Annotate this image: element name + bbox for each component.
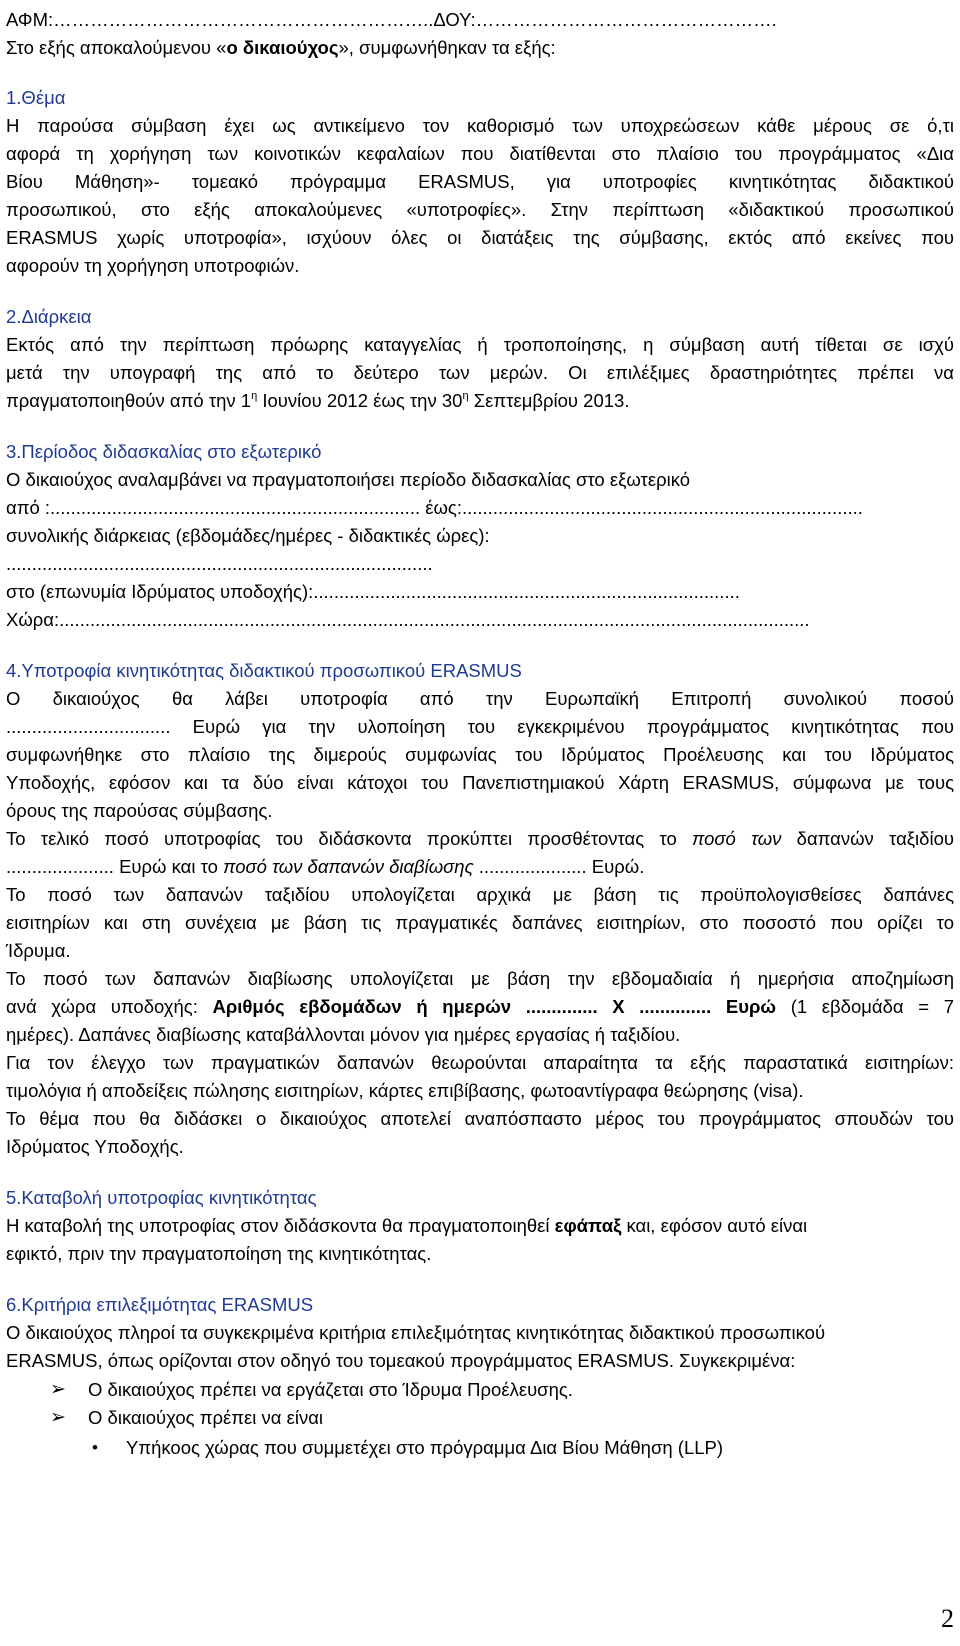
section-2-dates-line: [6, 387, 629, 415]
section-3-title: 3.Περίοδος διδασκαλίας στο εξωτερικό: [6, 441, 322, 462]
section-4-line: Ο δικαιούχος θα λάβει υποτροφία από την Ευρωπαϊκή Επιτροπή συνολικού ποσού: [6, 688, 954, 709]
intro-pre: Στο εξής αποκαλούμενου «: [6, 37, 227, 58]
criteria-item-text: Ο δικαιούχος πρέπει να εργάζεται στο Ίδρυμα Προέλευσης.: [88, 1379, 573, 1400]
section-1-line: αφορούν τη χορήγηση υποτροφιών.: [6, 255, 300, 276]
section-1-title: 1.Θέμα: [6, 87, 66, 108]
section-5-line: εφικτό, πριν την πραγματοποίηση της κινητικότητας.: [6, 1243, 432, 1264]
section-4-title: 4.Υποτροφία κινητικότητας διδακτικού προσωπικού ERASMUS: [6, 660, 522, 681]
section-3-country-line: Χώρα:..................................................................................................................................................: [6, 609, 810, 630]
page-number: 2: [941, 1604, 954, 1633]
section-6-line: Ο δικαιούχος πληροί τα συγκεκριμένα κριτήρια επιλεξιμότητας κινητικότητας διδακτικού προσωπικού: [6, 1322, 826, 1343]
criteria-item: [6, 1404, 954, 1432]
section-4-line: Το ποσό των δαπανών διαβίωσης υπολογίζεται με βάση την εβδομαδιαία ή ημερήσια αποζημίωση: [6, 968, 954, 989]
section-1-line: ERASMUS χωρίς υποτροφία», ισχύουν όλες οι διατάξεις της σύμβασης, εκτός από εκείνες που: [6, 227, 954, 248]
section-4-line: ημέρες). Δαπάνες διαβίωσης καταβάλλονται μόνον για ημέρες εργασίας ή ταξιδίου.: [6, 1024, 681, 1045]
text-run: ..................... Ευρώ.: [473, 856, 645, 877]
dates-text-a: πραγματοποιηθούν από την 1: [6, 390, 252, 411]
section-1-line: Η παρούσα σύμβαση έχει ως αντικείμενο τον καθορισμό των υποχρεώσεων κάθε μέρους σε ό,τι: [6, 115, 954, 136]
text-run: (1 εβδομάδα = 7: [776, 996, 954, 1017]
bullet-icon: •: [92, 1438, 98, 1457]
section-4-line: όρους της παρούσας σύμβασης.: [6, 800, 273, 821]
section-4-line: [6, 993, 954, 1021]
section-4-line: Το θέμα που θα διδάσκει ο δικαιούχος αποτελεί αναπόσπαστο μέρος του προγράμματος σπουδών του: [6, 1108, 954, 1129]
section-5-title: 5.Καταβολή υποτροφίας κινητικότητας: [6, 1187, 317, 1208]
section-4-line: ................................ Ευρώ για την υλοποίηση του εγκεκριμένου προγράμματος κινητικότητας που: [6, 716, 954, 737]
text-run: δαπανών ταξιδίου: [781, 828, 954, 849]
italic-run: ποσό των δαπανών διαβίωσης: [223, 856, 474, 877]
section-4-line: συμφωνήθηκε στο πλαίσιο της διμερούς συμφωνίας του Ιδρύματος Προέλευσης και του Ιδρύματος: [6, 744, 954, 765]
text-run: Το τελικό ποσό υποτροφίας του διδάσκοντα προκύπτει προσθέτοντας το: [6, 828, 692, 849]
section-4-line: Για τον έλεγχο των πραγματικών δαπανών θεωρούνται απαραίτητα τα εξής παραστατικά εισιτηρίων:: [6, 1052, 954, 1073]
bold-run: Αριθμός εβδομάδων ή ημερών .............. Χ .............. Ευρώ: [212, 996, 777, 1017]
section-2-label: Διάρκεια: [21, 306, 92, 327]
section-2-line: Εκτός από την περίπτωση πρόωρης καταγγελίας ή τροποποίησης, η σύμβαση αυτή τίθεται σε ισχύ: [6, 334, 954, 355]
dates-text-b: Ιουνίου 2012 έως την 30: [257, 390, 463, 411]
section-2-title: [6, 303, 91, 331]
section-5-line: [6, 1212, 807, 1240]
section-4-line: Το ποσό των δαπανών ταξιδίου υπολογίζεται αρχικά με βάση τις προϋπολογισθείσες δαπάνες: [6, 884, 954, 905]
arrow-bullet-icon: ➢: [50, 1407, 66, 1428]
dates-text-c: Σεπτεμβρίου 2013.: [468, 390, 630, 411]
italic-run: ποσό των: [691, 828, 782, 849]
section-2-number: 2.: [6, 306, 22, 327]
bold-run: εφάπαξ: [554, 1215, 622, 1236]
section-4-line: Ίδρυμα.: [6, 940, 71, 961]
section-3-duration-line: συνολικής διάρκειας (εβδομάδες/ημέρες - διδακτικές ώρες):: [6, 525, 490, 546]
section-6-title: 6.Κριτήρια επιλεξιμότητας ERASMUS: [6, 1294, 314, 1315]
section-3-duration-blank: ...................................................................................: [6, 553, 433, 574]
section-3-line: Ο δικαιούχος αναλαμβάνει να πραγματοποιήσει περίοδο διδασκαλίας στο εξωτερικό: [6, 469, 691, 490]
criteria-item: [6, 1376, 954, 1404]
criteria-item-text: Ο δικαιούχος πρέπει να είναι: [88, 1407, 324, 1428]
section-1-line: Βίου Μάθηση»- τομεακό πρόγραμμα ERASMUS, για υποτροφίες κινητικότητας διδακτικού: [6, 171, 954, 192]
section-6-line: ERASMUS, όπως ορίζονται στον οδηγό του τομεακού προγράμματος ERASMUS. Συγκεκριμένα:: [6, 1350, 796, 1371]
text-run: Η καταβολή της υποτροφίας στον διδάσκοντα θα πραγματοποιηθεί: [6, 1215, 555, 1236]
superscript: η: [462, 390, 469, 402]
section-4-line: εισιτηρίων και στη συνέχεια με βάση τις πραγματικές δαπάνες εισιτηρίων, στο ποσοστό που ορίζει το: [6, 912, 954, 933]
intro-line: [6, 34, 556, 62]
section-1-line: προσωπικού, στο εξής αποκαλούμενες «υποτροφίες». Στην περίπτωση «διδακτικού προσωπικού: [6, 199, 954, 220]
section-4-line: [6, 825, 954, 853]
section-3-institution-line: στο (επωνυμία Ιδρύματος υποδοχής):...................................................................................: [6, 581, 740, 602]
text-run: και, εφόσον αυτό είναι: [621, 1215, 808, 1236]
text-run: ..................... Ευρώ και το: [6, 856, 224, 877]
section-4-line: Ιδρύματος Υποδοχής.: [6, 1136, 184, 1157]
section-2-line: μετά την υπογραφή της από το δεύτερο των μερών. Οι επιλέξιμες δραστηριότητες πρέπει να: [6, 362, 954, 383]
section-1-line: αφορά τη χορήγηση των κοινοτικών κεφαλαίων που διατίθενται στο πλαίσιο του προγράμματος «Δια: [6, 143, 954, 164]
arrow-bullet-icon: ➢: [50, 1379, 66, 1400]
text-run: ανά χώρα υποδοχής:: [6, 996, 213, 1017]
section-3-from-to-line: από :........................................................................ έως:..............................................................................: [6, 497, 863, 518]
intro-post: », συμφωνήθηκαν τα εξής:: [338, 37, 556, 58]
section-4-line: Υποδοχής, εφόσον και τα δύο είναι κάτοχοι του Πανεπιστημιακού Χάρτη ERASMUS, σύμφωνα με τους: [6, 772, 954, 793]
afm-line: ΑΦΜ:……………………………………………………..ΔΟΥ:………………………………………….: [6, 9, 777, 30]
intro-beneficiary: ο δικαιούχος: [226, 37, 339, 58]
section-4-line: τιμολόγια ή αποδείξεις πώλησης εισιτηρίων, κάρτες επιβίβασης, φωτοαντίγραφα θεώρησης (visa).: [6, 1080, 804, 1101]
section-4-line: [6, 853, 644, 881]
criteria-subitem-text: Υπήκοος χώρας που συμμετέχει στο πρόγραμμα Δια Βίου Μάθηση (LLP): [126, 1437, 724, 1458]
criteria-subitem: [6, 1434, 954, 1462]
superscript: η: [251, 390, 258, 402]
